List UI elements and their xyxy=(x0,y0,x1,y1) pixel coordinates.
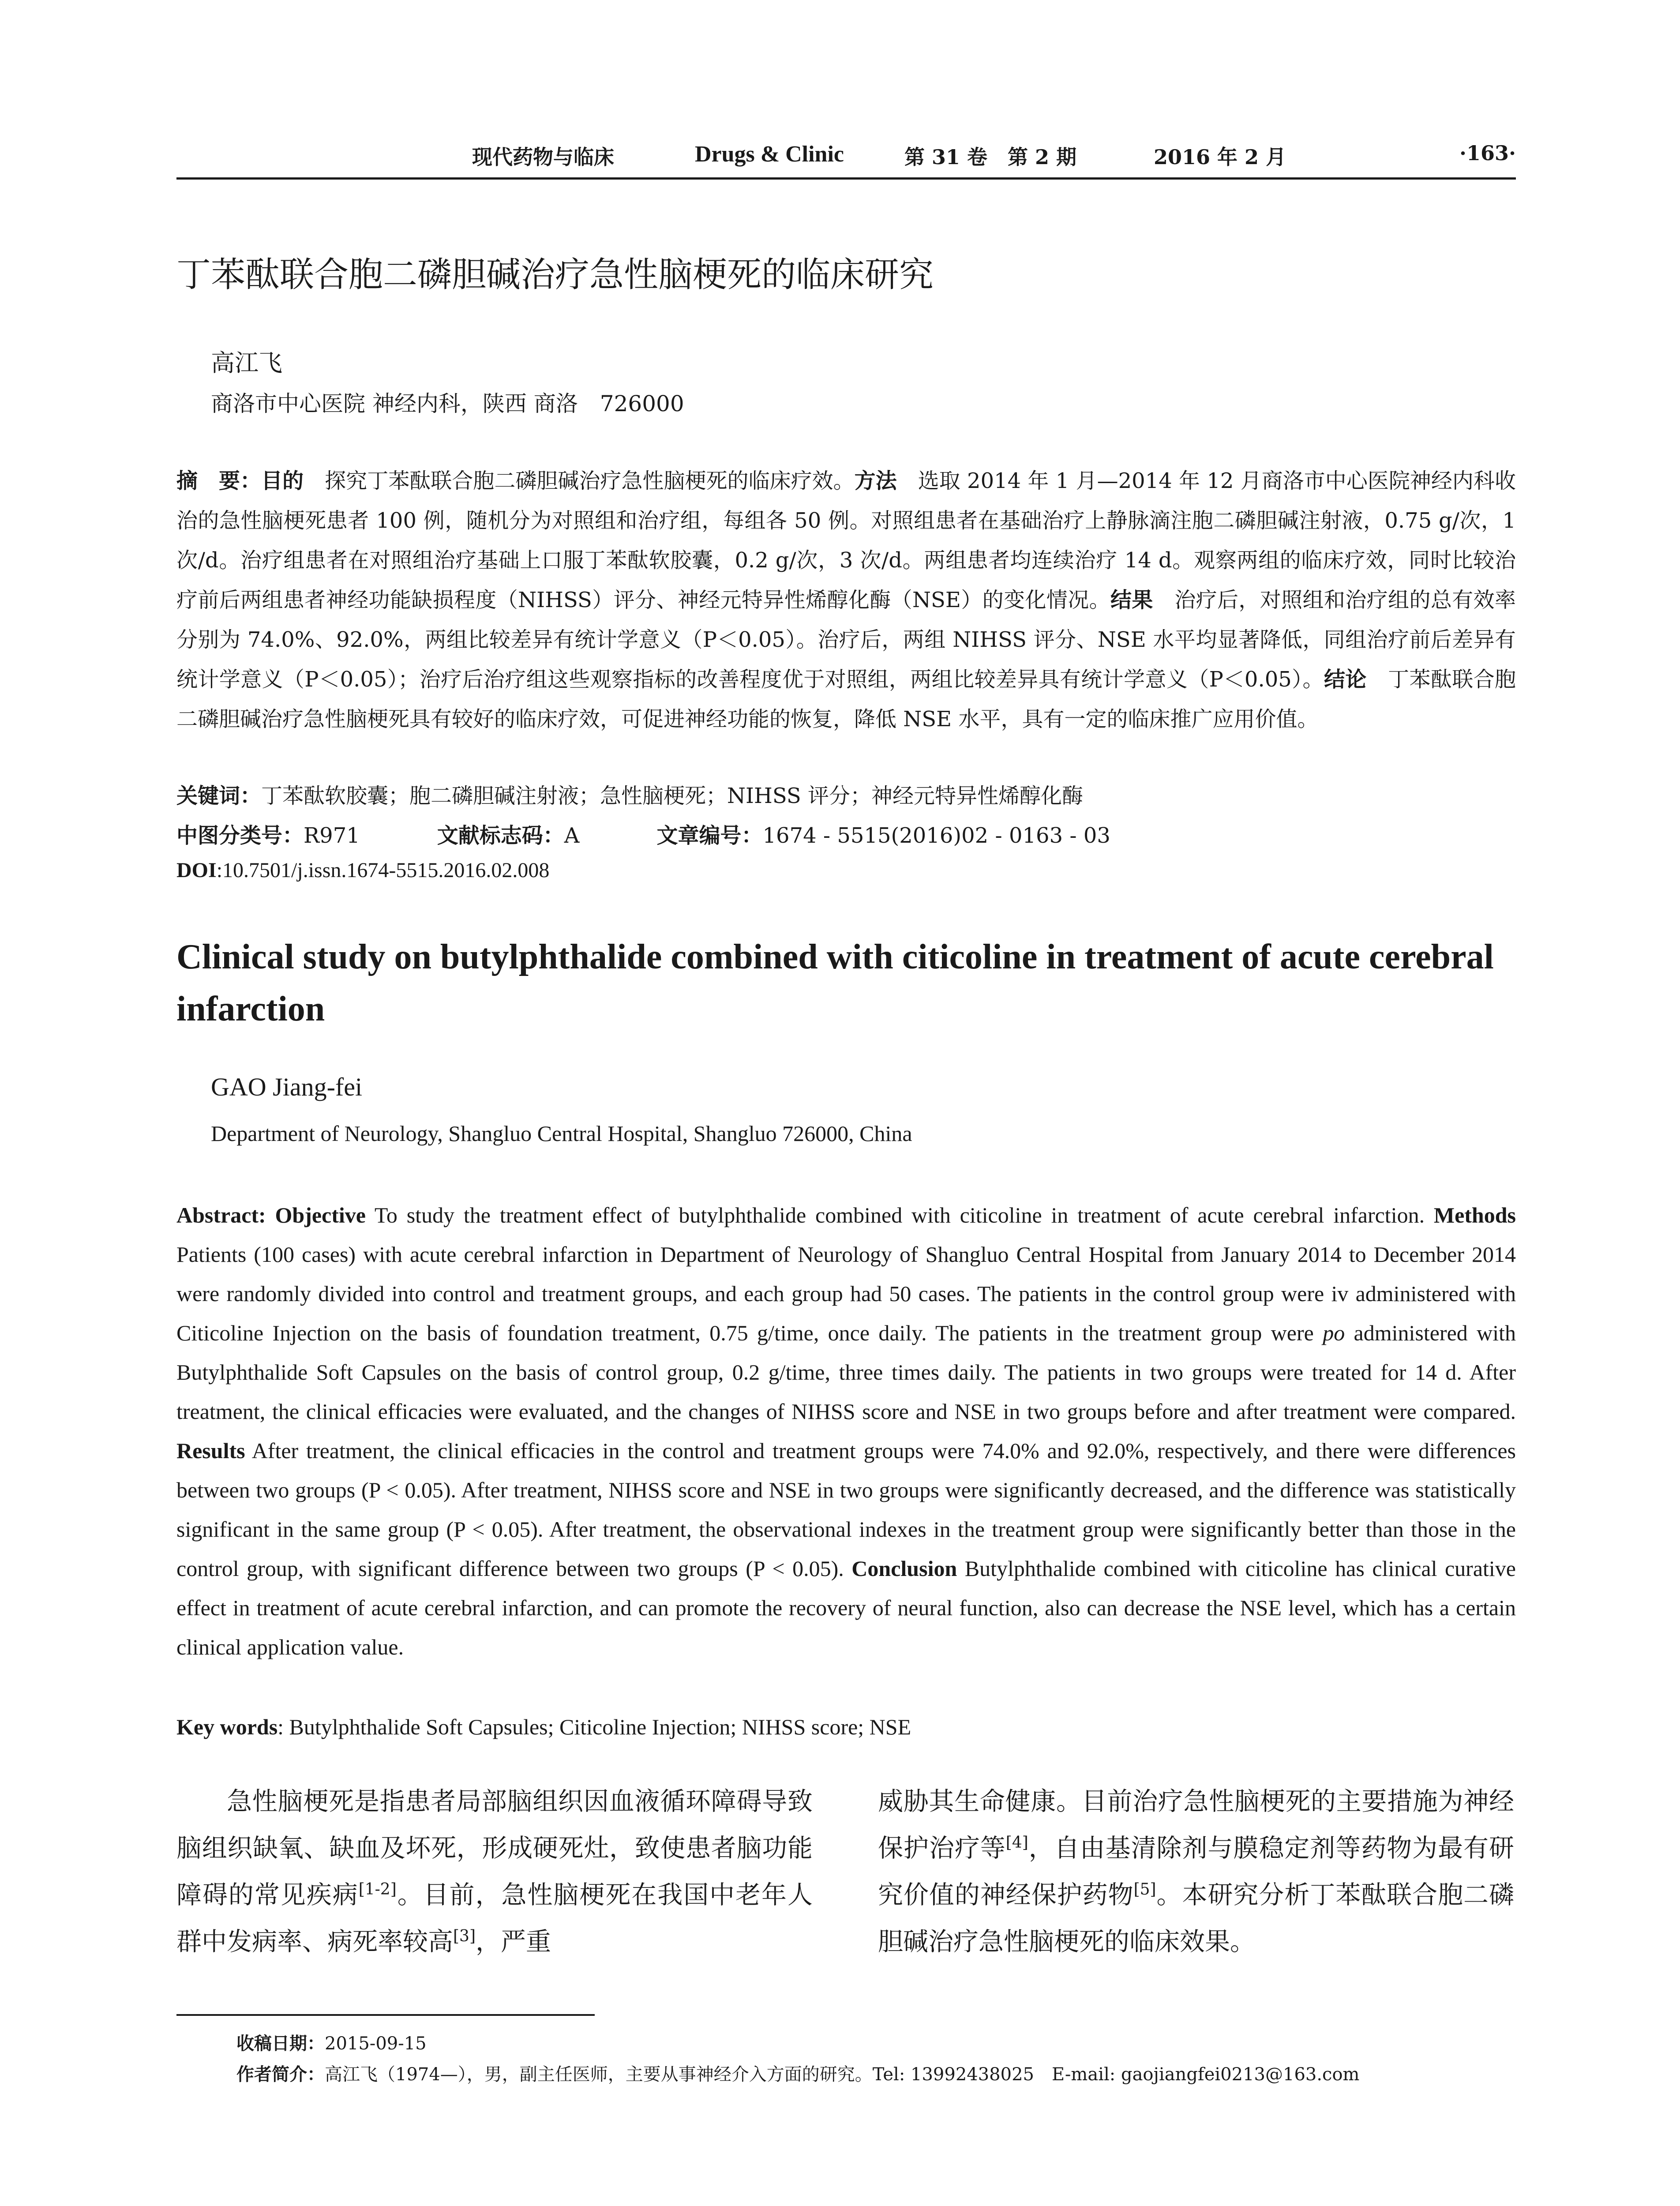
citation: [4] xyxy=(1005,1834,1028,1852)
keywords-label-en: Key words xyxy=(176,1715,278,1739)
article-title-cn: 丁苯酞联合胞二磷胆碱治疗急性脑梗死的临床研究 xyxy=(176,255,934,295)
conclusion-text-cn: 丁苯酞联合胞二磷胆碱治疗急性脑梗死具有较好的临床疗效，可促进神经功能的恢复，降低 NSE 水平，具有一定的临床推广应用价值。 xyxy=(176,667,1516,732)
footnote-rule xyxy=(176,2014,595,2016)
body-text: ，严重 xyxy=(476,1927,551,1956)
keywords-text-cn: 丁苯酞软胶囊；胞二磷胆碱注射液；急性脑梗死；NIHSS 评分；神经元特异性烯醇化酶 xyxy=(261,784,1084,808)
conclusion-text-en: Butylphthalide combined with citicoline has clinical curative effect in treatment of acute cerebral infarction, and can promote the recovery of neural function, also can decrease the NSE level, which has a certain clinical application value. xyxy=(176,1556,1516,1659)
author-en: GAO Jiang-fei xyxy=(211,1073,363,1101)
received-value: 2015-09-15 xyxy=(325,2033,427,2054)
journal-date: 2016 年 2 月 xyxy=(1154,145,1286,169)
abstract-en xyxy=(176,1196,1516,1667)
methods-label-cn: 方法 xyxy=(854,469,897,493)
page-number: ·163· xyxy=(1459,141,1516,165)
keywords-en xyxy=(176,1707,1516,1747)
running-header xyxy=(176,141,1516,176)
journal-name-en: Drugs & Clinic xyxy=(695,142,844,167)
results-label-cn: 结果 xyxy=(1110,588,1153,612)
doi-label: DOI xyxy=(176,859,217,882)
citation: [5] xyxy=(1133,1880,1156,1898)
doc-code-label: 文献标志码： xyxy=(437,823,564,848)
abstract-cn xyxy=(176,461,1516,739)
methods-text-en: Patients (100 cases) with acute cerebral infarction in Department of Neurology of Shangluo Central Hospital from January 2014 to December 2014 were randomly divided into control and treatment groups, and each group had 50 cases. The patients in the control group were iv administered with Citicoline Injection on the basis of foundation treatment, 0.75 g/time, once daily. The patients in the treatment group were xyxy=(176,1242,1516,1345)
keywords-label-cn: 关键词： xyxy=(176,784,262,808)
results-label-en: Results xyxy=(176,1438,245,1463)
article-title-en: Clinical study on butylphthalide combined with citicoline in treatment of acute cerebral infarction xyxy=(176,938,1494,1028)
citation: [1-2] xyxy=(358,1880,397,1898)
article-number-label: 文章编号： xyxy=(656,823,763,848)
journal-issue: 第 31 卷 第 2 期 xyxy=(904,145,1077,169)
author-cn: 高江飞 xyxy=(211,349,282,377)
bio-value: 高江飞（1974—），男，副主任医师，主要从事神经介入方面的研究。Tel: 13992438025 E-mail: gaojiangfei0213@163.com xyxy=(325,2064,1360,2085)
affiliation-cn: 商洛市中心医院 神经内科，陕西 商洛 726000 xyxy=(211,391,684,416)
objective-label-cn: 目的 xyxy=(261,469,304,493)
journal-name-cn: 现代药物与临床 xyxy=(472,145,614,169)
body-text: 。本研究分析丁苯酞联合胞二磷胆碱治疗急性脑梗死的临床效果。 xyxy=(878,1880,1515,1956)
methods-text-en-2: administered with Butylphthalide Soft Capsules on the basis of control group, 0.2 g/time, three times daily. The patients in two groups were treated for 14 d. After treatment, the clinical efficacies were evaluated, and the changes of NIHSS score and NSE in two groups before and after treatment were compared. xyxy=(176,1321,1516,1424)
doi-line xyxy=(176,858,549,882)
body-column-left xyxy=(176,1778,813,1965)
conclusion-label-cn: 结论 xyxy=(1324,667,1367,692)
header-rule xyxy=(176,177,1516,180)
objective-text-cn: 探究丁苯酞联合胞二磷胆碱治疗急性脑梗死的临床疗效。 xyxy=(304,469,855,493)
body-text: 威胁其生命健康。目前治疗急性脑梗死的主要措施为神经保护治疗等 xyxy=(878,1787,1514,1863)
citation: [3] xyxy=(453,1927,476,1945)
doc-code-value: A xyxy=(564,823,580,848)
body-column-right xyxy=(878,1778,1514,1965)
body-text: ，自由基清除剂与膜稳定剂等药物为最有研究价值的神经保护药物 xyxy=(878,1834,1515,1910)
results-text-en: After treatment, the clinical efficacies in the control and treatment groups were 74.0% and 92.0%, respectively, and there were differences between two groups (P < 0.05). After treatment, NIHSS score and NSE in two groups were significantly decreased, and the difference was statistically significant in the same group (P < 0.05). After treatment, the observational indexes in the treatment group were significantly better than those in the control group, with significant difference between two groups (P < 0.05). xyxy=(176,1438,1516,1581)
clc-label: 中图分类号： xyxy=(176,823,304,848)
methods-label-en: Methods xyxy=(1433,1203,1516,1227)
body-text: 。目前，急性脑梗死在我国中老年人群中发病率、病死率较高 xyxy=(176,1880,813,1956)
objective-text-en: To study the treatment effect of butylphthalide combined with citicoline in treatment of acute cerebral infarction. xyxy=(365,1203,1434,1227)
affiliation-en: Department of Neurology, Shangluo Central Hospital, Shangluo 726000, China xyxy=(211,1121,912,1146)
received-date xyxy=(236,2030,427,2055)
bio-label: 作者简介： xyxy=(236,2064,325,2085)
received-label: 收稿日期： xyxy=(236,2033,325,2054)
body-text: 急性脑梗死是指患者局部脑组织因血液循环障碍导致脑组织缺氧、缺血及坏死，形成硬死灶，致使患者脑功能障碍的常见疾病 xyxy=(176,1787,813,1910)
classification-line xyxy=(176,818,1110,849)
abstract-label-en: Abstract: Objective xyxy=(176,1203,366,1227)
methods-text-cn: 选取 2014 年 1 月—2014 年 12 月商洛市中心医院神经内科收治的急性脑梗死患者 100 例，随机分为对照组和治疗组，每组各 50 例。对照组患者在基础治疗上静脉滴注胞二磷胆碱注射液，0.75 g/次，1 次/d。治疗组患者在对照组治疗基础上口服丁苯酞软胶囊，0.2 g/次，3 次/d。两组患者均连续治疗 14 d。观察两组的临床疗效，同时比较治疗前后两组患者神经功能缺损程度（NIHSS）评分、神经元特异性烯醇化酶（NSE）的变化情况。 xyxy=(176,469,1516,612)
methods-po-en: po xyxy=(1323,1321,1345,1345)
abstract-label-cn: 摘 要： xyxy=(176,469,262,493)
conclusion-label-en: Conclusion xyxy=(851,1556,957,1581)
keywords-text-en: : Butylphthalide Soft Capsules; Citicoline Injection; NIHSS score; NSE xyxy=(278,1715,911,1739)
doi-value: :10.7501/j.issn.1674-5515.2016.02.008 xyxy=(216,859,550,882)
keywords-cn xyxy=(176,779,1083,809)
author-bio xyxy=(236,2060,1359,2086)
results-text-cn: 治疗后，对照组和治疗组的总有效率分别为 74.0%、92.0%，两组比较差异有统计学意义（P＜0.05）。治疗后，两组 NIHSS 评分、NSE 水平均显著降低，同组治疗前后差异有统计学意义（P＜0.05）；治疗后治疗组这些观察指标的改善程度优于对照组，两组比较差异具有统计学意义（P＜0.05）。 xyxy=(176,588,1516,692)
article-number-value: 1674 - 5515(2016)02 - 0163 - 03 xyxy=(762,823,1110,848)
clc-value: R971 xyxy=(304,823,360,848)
